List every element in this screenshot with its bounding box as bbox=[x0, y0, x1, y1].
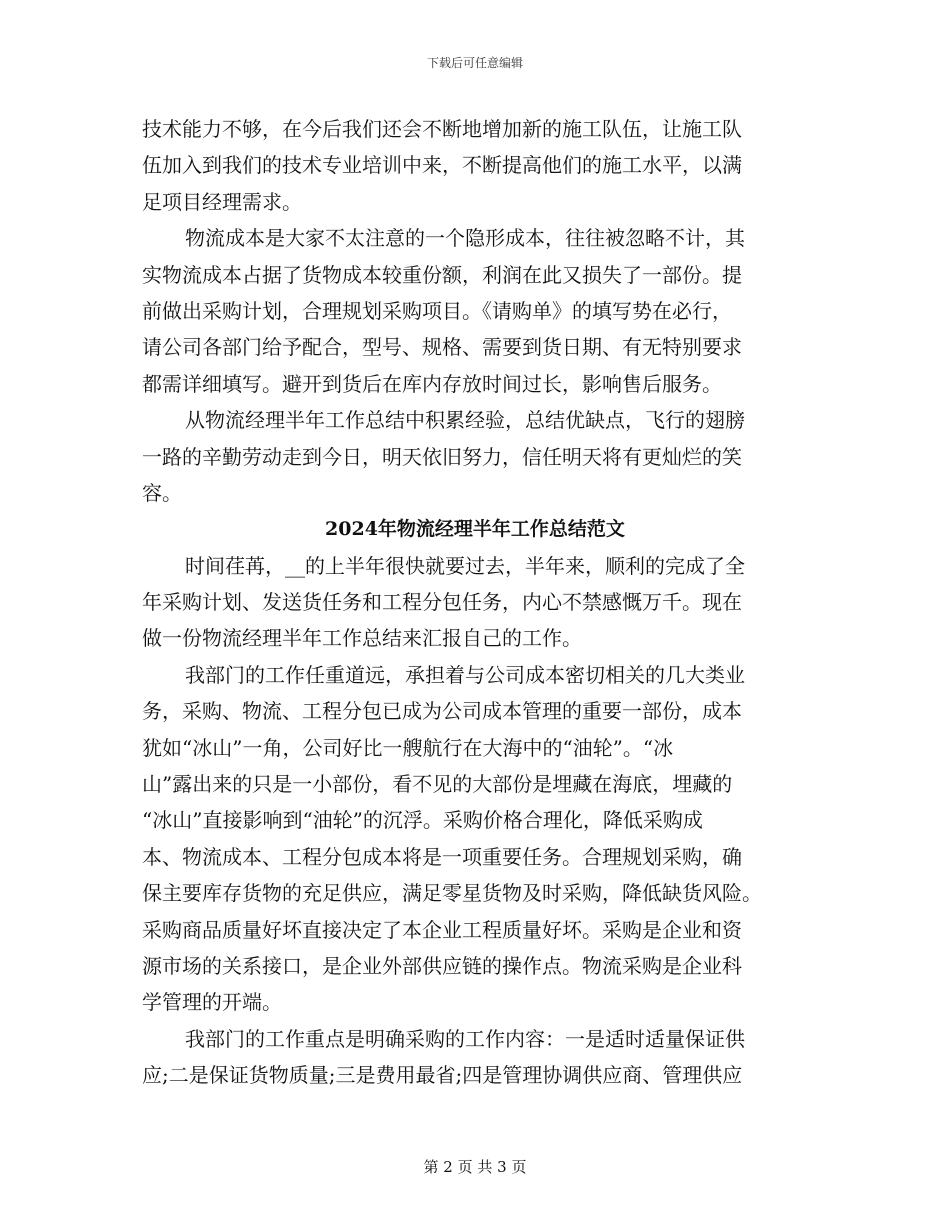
paragraph-first-line: 从物流经理半年工作总结中积累经验，总结优缺点，飞行的翅膀 bbox=[185, 408, 745, 433]
body-line: 都需详细填写。避开到货后在库内存放时间过长，影响售后服务。 bbox=[142, 371, 722, 396]
page-footer: 第 2 页 共 3 页 bbox=[423, 1158, 527, 1176]
body-line: 务，采购、物流、工程分包已成为公司成本管理的重要一部份，成本 bbox=[142, 699, 742, 724]
body-line: 技术能力不够，在今后我们还会不断地增加新的施工队伍，让施工队 bbox=[142, 117, 742, 141]
body-line: 年采购计划、发送货任务和工程分包任务，内心不禁感慨万千。现在 bbox=[142, 590, 742, 615]
body-line: 容。 bbox=[142, 480, 182, 505]
body-line: 保主要库存货物的充足供应，满足零星货物及时采购，降低缺货风险。 bbox=[142, 881, 762, 906]
section-title: 2024年物流经理半年工作总结范文 bbox=[325, 518, 625, 541]
page-header: 下载后可任意编辑 bbox=[426, 56, 523, 70]
body-line: 做一份物流经理半年工作总结来汇报自己的工作。 bbox=[142, 626, 582, 651]
paragraph-first-line: 我部门的工作重点是明确采购的工作内容：一是适时适量保证供 bbox=[185, 1026, 745, 1051]
body-line: 足项目经理需求。 bbox=[142, 189, 302, 214]
paragraph-first-line: 时间荏苒，__的上半年很快就要过去，半年来，顺利的完成了全 bbox=[185, 553, 745, 578]
body-line: 请公司各部门给予配合，型号、规格、需要到货日期、有无特别要求 bbox=[142, 335, 742, 360]
body-line: 本、物流成本、工程分包成本将是一项重要任务。合理规划采购，确 bbox=[142, 844, 742, 869]
paragraph-first-line: 物流成本是大家不太注意的一个隐形成本，往往被忽略不计，其 bbox=[185, 226, 745, 251]
body-line: 伍加入到我们的技术专业培训中来，不断提高他们的施工水平，以满 bbox=[142, 153, 742, 178]
body-line: 源市场的关系接口，是企业外部供应链的操作点。物流采购是企业科 bbox=[142, 953, 742, 978]
document-body bbox=[142, 111, 808, 1094]
body-line: 一路的辛勤劳动走到今日，明天依旧努力，信任明天将有更灿烂的笑 bbox=[142, 444, 742, 469]
body-line: 山”露出来的只是一小部份，看不见的大部份是埋藏在海底，埋藏的 bbox=[142, 772, 733, 797]
body-line: 采购商品质量好坏直接决定了本企业工程质量好坏。采购是企业和资 bbox=[142, 917, 742, 942]
paragraph-first-line: 我部门的工作任重道远，承担着与公司成本密切相关的几大类业 bbox=[185, 662, 745, 687]
body-line: 学管理的开端。 bbox=[142, 990, 282, 1015]
body-line: 实物流成本占据了货物成本较重份额，利润在此又损失了一部份。提 bbox=[142, 262, 742, 287]
body-line: 前做出采购计划，合理规划采购项目。《请购单》的填写势在必行， bbox=[142, 298, 732, 323]
body-line: “冰山”直接影响到“油轮”的沉浮。采购价格合理化，降低采购成 bbox=[142, 808, 703, 833]
body-line: 应;二是保证货物质量;三是费用最省;四是管理协调供应商、管理供应 bbox=[142, 1063, 743, 1088]
body-line: 犹如“冰山”一角，公司好比一艘航行在大海中的“油轮”。“冰 bbox=[142, 735, 674, 760]
